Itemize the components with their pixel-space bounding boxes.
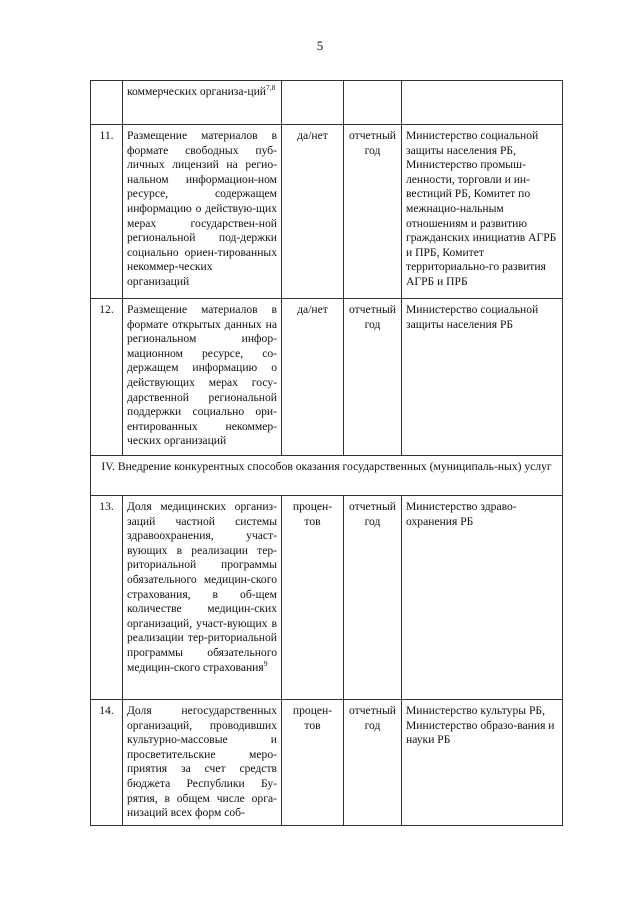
table-row [91,81,563,125]
table-row [91,700,563,826]
term-cell: отчетный год [344,299,402,456]
row-number: 13. [91,496,123,700]
term-cell: отчетный год [344,496,402,700]
measures-table [90,80,563,826]
indicator-name: коммерческих организа-ций$^{7,8}$ [123,81,282,125]
term-cell [344,81,402,125]
section-heading: IV. Внедрение конкурентных способов оказания государственных (муниципаль-ных) услуг [91,456,563,496]
term-cell: отчетный год [344,125,402,299]
indicator-name: Доля негосударственных организаций, проводивших культурно-массовые и просветительские меро-приятия за счет средств бюджета Республики Бу-рятия, в общем числе орга-низаций всех форм соб- [123,700,282,826]
term-cell: отчетный год [344,700,402,826]
responsible-org: Министерство социальной защиты населения РБ [402,299,563,456]
responsible-org: Министерство социальной защиты населения РБ, Министерство промыш-ленности, торговли и ин-вестиций РБ, Комитет по межнацио-нальным отношениям и развитию гражданских инициатив АГРБ и ПРБ, Комитет территориально-го развития АГРБ и ПРБ [402,125,563,299]
unit-cell: да/нет [282,125,344,299]
table-row [91,496,563,700]
unit-cell: да/нет [282,299,344,456]
row-number [91,81,123,125]
row-number: 12. [91,299,123,456]
indicator-name: Доля медицинских организ-заций частной системы здравоохранения, участ-вующих в реализации тер-риториальной программы обязательного медицин-ского страхования, в об-щем количестве медицин-ских организаций, участ-вующих в реализации тер-риториальной программы обязательного медицин-ского страхования$^9$ [123,496,282,700]
table-row [91,299,563,456]
unit-cell: процен-тов [282,700,344,826]
row-number: 11. [91,125,123,299]
unit-cell: процен-тов [282,496,344,700]
unit-cell [282,81,344,125]
table-row [91,125,563,299]
row-number: 14. [91,700,123,826]
responsible-org: Министерство здраво-охранения РБ [402,496,563,700]
footnote-ref: 7,8 [266,83,276,93]
indicator-name: Размещение материалов в формате открытых данных на региональном инфор-мационном ресурсе, со-держащем информацию о действующих мерах госу-дарственной региональной поддержки социально ори-ентированных некоммер-ческих организаций [123,299,282,456]
section-row [91,456,563,496]
responsible-org [402,81,563,125]
page-number: 5 [316,38,324,53]
responsible-org: Министерство культуры РБ, Министерство образо-вания и науки РБ [402,700,563,826]
indicator-name: Размещение материалов в формате свободных пуб-личных лицензий на регио-нальном информацион-ном ресурсе, содержащем информацию о действую-щих мерах государствен-ной региональной под-держки социально ориен-тированных некоммер-ческих организаций [123,125,282,299]
footnote-ref: 9 [263,658,268,668]
